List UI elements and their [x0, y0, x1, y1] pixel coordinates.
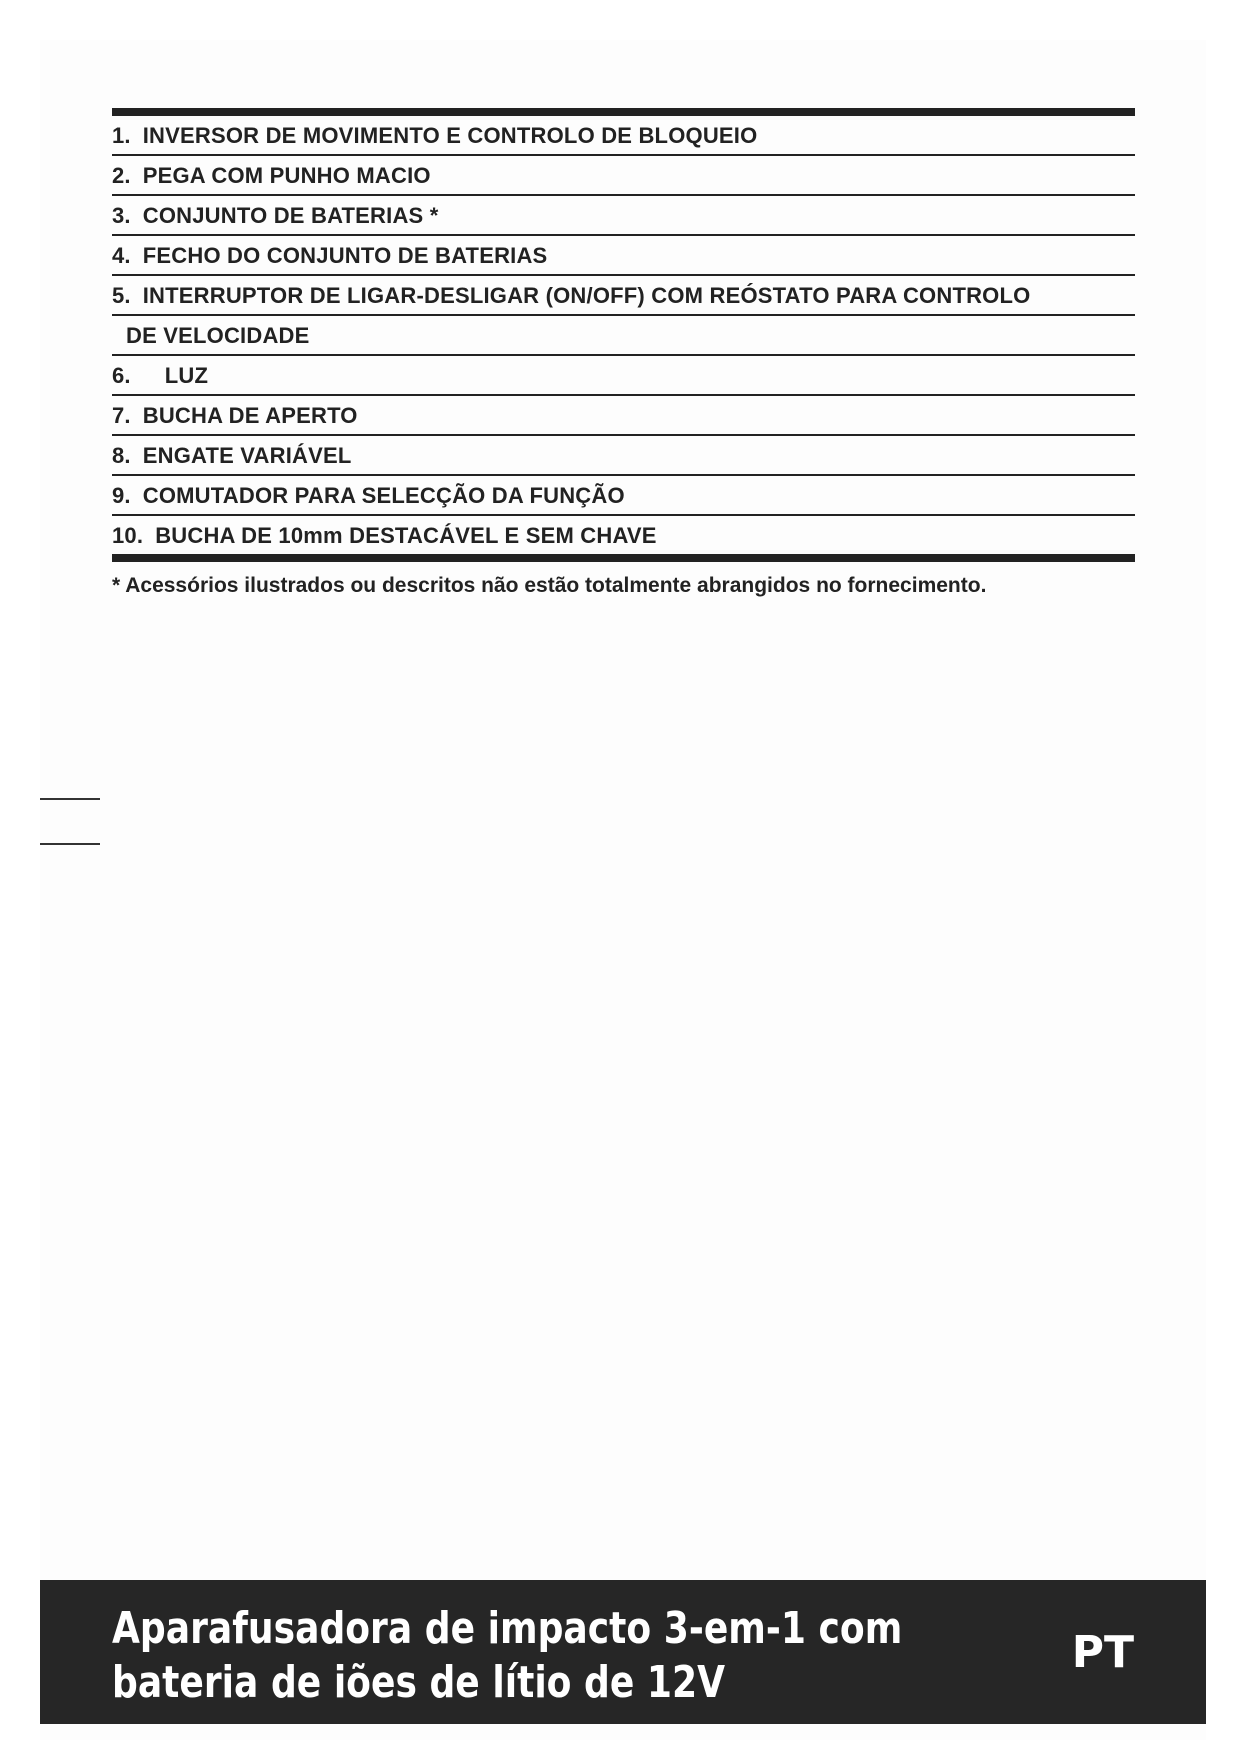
part-label: DE VELOCIDADE: [126, 323, 310, 348]
part-number: 2.: [112, 163, 131, 188]
margin-mark: [40, 843, 100, 845]
part-label: BUCHA DE 10mm DESTACÁVEL E SEM CHAVE: [155, 523, 657, 548]
footnote: * Acessórios ilustrados ou descritos não estão totalmente abrangidos no fornecimento.: [112, 574, 987, 597]
part-row: [112, 436, 1135, 476]
part-row: [112, 476, 1135, 516]
part-row: [112, 396, 1135, 436]
document-title: [112, 1602, 902, 1710]
title-line-2: bateria de iões de lítio de 12V: [112, 1657, 726, 1708]
part-number: 6.: [112, 363, 131, 388]
part-label: LUZ: [164, 363, 209, 388]
footer-bar: [40, 1580, 1206, 1724]
part-label: INVERSOR DE MOVIMENTO E CONTROLO DE BLOQUEIO: [142, 123, 758, 148]
part-label: COMUTADOR PARA SELECÇÃO DA FUNÇÃO: [142, 483, 625, 508]
part-row: [112, 196, 1135, 236]
part-label: PEGA COM PUNHO MACIO: [142, 163, 431, 188]
part-number: 5.: [112, 283, 131, 308]
part-label: CONJUNTO DE BATERIAS *: [142, 203, 439, 228]
part-label: ENGATE VARIÁVEL: [142, 443, 352, 468]
part-number: 8.: [112, 443, 131, 468]
part-number: 10.: [112, 523, 144, 548]
part-label: BUCHA DE APERTO: [142, 403, 358, 428]
parts-list: [112, 108, 1135, 562]
part-row: [112, 156, 1135, 196]
part-number: 9.: [112, 483, 131, 508]
language-code: PT: [1071, 1627, 1134, 1678]
part-row-continuation: [112, 316, 1135, 356]
part-row: [112, 236, 1135, 276]
part-row: [112, 516, 1135, 554]
part-label: FECHO DO CONJUNTO DE BATERIAS: [142, 243, 548, 268]
part-row: [112, 356, 1135, 396]
margin-mark: [40, 798, 100, 800]
part-row: [112, 116, 1135, 156]
part-number: 7.: [112, 403, 131, 428]
part-number: 4.: [112, 243, 131, 268]
part-number: 1.: [112, 123, 131, 148]
part-number: 3.: [112, 203, 131, 228]
part-label: INTERRUPTOR DE LIGAR-DESLIGAR (ON/OFF) COM REÓSTATO PARA CONTROLO: [142, 283, 1031, 308]
title-line-1: Aparafusadora de impacto 3-em-1 com: [112, 1603, 903, 1654]
part-row: [112, 276, 1135, 316]
